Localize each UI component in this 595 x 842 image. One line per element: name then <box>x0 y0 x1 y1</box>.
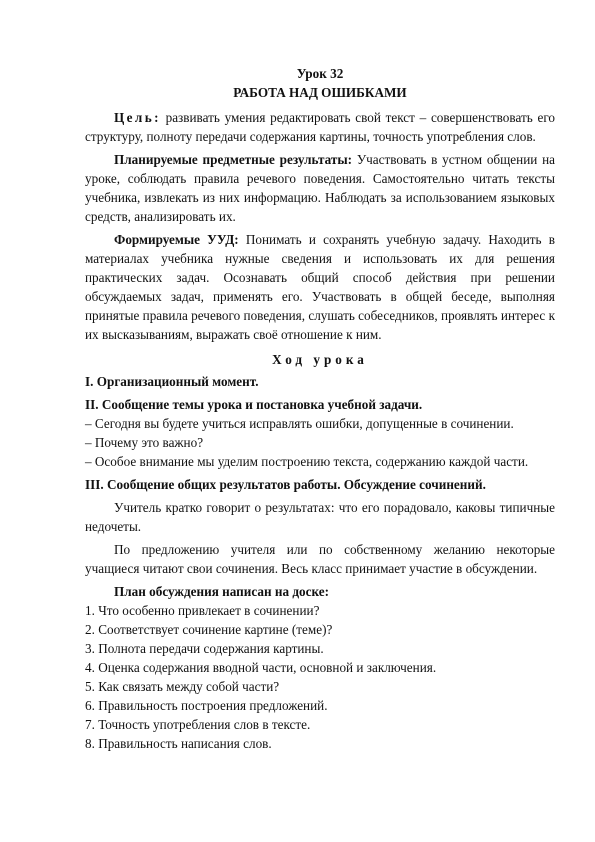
plan-item: 7. Точность употребления слов в тексте. <box>85 717 311 732</box>
goal-label: Цель: <box>114 110 161 125</box>
plan-item: 6. Правильность построения предложений. <box>85 698 328 713</box>
lesson-flow-heading: Ход урока <box>272 352 368 367</box>
plan-item: 1. Что особенно привлекает в сочинении? <box>85 603 320 618</box>
planned-results-paragraph <box>85 150 555 226</box>
uud-label: Формируемые УУД: <box>114 232 239 247</box>
section-3-paragraph: По предложению учителя или по собственному желанию некоторые учащиеся читают свои сочинения. Весь класс принимает участие в обсуждении. <box>85 542 555 576</box>
plan-item: 8. Правильность написания слов. <box>85 736 272 751</box>
uud-paragraph <box>85 230 555 344</box>
document-page <box>85 64 555 753</box>
section-2-line: – Сегодня вы будете учиться исправлять ошибки, допущенные в сочинении. <box>85 416 514 431</box>
goal-text: развивать умения редактировать свой текст – совершенствовать его структуру, полноту передачи содержания картины, точность употребления слов. <box>85 110 555 144</box>
section-1-heading: I. Организационный момент. <box>85 374 259 389</box>
plan-list <box>85 601 555 753</box>
plan-item: 5. Как связать между собой части? <box>85 679 280 694</box>
plan-item: 4. Оценка содержания вводной части, основной и заключения. <box>85 660 437 675</box>
section-3-paragraph: Учитель кратко говорит о результатах: что его порадовало, каковы типичные недочеты. <box>85 500 555 534</box>
lesson-number: Урок 32 <box>296 66 344 81</box>
goal-paragraph <box>85 108 555 146</box>
plan-heading: План обсуждения написан на доске: <box>114 584 329 599</box>
plan-item: 2. Соответствует сочинение картине (теме)? <box>85 622 333 637</box>
lesson-title: РАБОТА НАД ОШИБКАМИ <box>233 85 407 100</box>
section-2-line: – Почему это важно? <box>85 435 204 450</box>
section-3-heading: III. Сообщение общих результатов работы. Обсуждение сочинений. <box>85 477 486 492</box>
section-2-heading: II. Сообщение темы урока и постановка учебной задачи. <box>85 397 423 412</box>
section-2-line: – Особое внимание мы уделим построению текста, содержанию каждой части. <box>85 454 529 469</box>
planned-results-text: Участвовать в устном общении на уроке, соблюдать правила речевого поведения. Самостоятельно читать тексты учебника, извлекать из них информацию. Наблюдать за использованием языковых средств, анализировать их. <box>85 152 555 224</box>
planned-results-label: Планируемые предметные результаты: <box>114 152 353 167</box>
uud-text: Понимать и сохранять учебную задачу. Находить в материалах учебника нужные сведения и использовать их для решения практических задач. Осознавать общий способ действия при решении обсуждаемых задач, применять его. Участвовать в общей беседе, выполняя принятые правила речевого поведения, слушать собеседников, проявлять интерес к их высказываниям, выражать своё отношение к ним. <box>85 232 555 342</box>
plan-item: 3. Полнота передачи содержания картины. <box>85 641 324 656</box>
